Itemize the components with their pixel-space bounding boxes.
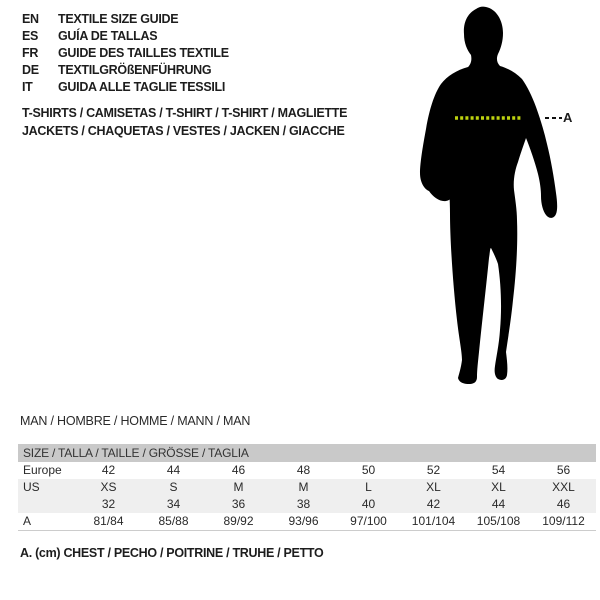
size-table-header: SIZE / TALLA / TAILLE / GRÖSSE / TAGLIA xyxy=(18,444,596,462)
table-cell: 48 xyxy=(296,463,311,477)
language-code: EN xyxy=(22,12,39,26)
language-list xyxy=(22,11,229,96)
table-cell: 52 xyxy=(426,463,441,477)
table-cell: 44 xyxy=(166,463,181,477)
table-row-chest-a xyxy=(18,513,596,530)
table-divider xyxy=(18,530,596,531)
table-cell: 46 xyxy=(556,497,571,511)
row-label: A xyxy=(23,514,32,528)
language-code: DE xyxy=(22,63,39,77)
language-row-de xyxy=(22,62,229,79)
table-cell: 85/88 xyxy=(158,514,189,528)
table-cell: XS xyxy=(100,480,117,494)
table-cell: 34 xyxy=(166,497,181,511)
table-row-us xyxy=(18,479,596,496)
table-cell: 40 xyxy=(361,497,376,511)
man-silhouette xyxy=(400,0,573,400)
language-title: GUIDE DES TAILLES TEXTILE xyxy=(58,46,229,60)
table-cell: 81/84 xyxy=(93,514,124,528)
language-code: ES xyxy=(22,29,39,43)
table-row-us-numeric xyxy=(18,496,596,513)
language-code: FR xyxy=(22,46,39,60)
measure-label-a: A xyxy=(563,110,573,125)
language-title: GUÍA DE TALLAS xyxy=(58,29,158,43)
row-label xyxy=(18,496,76,513)
man-silhouette-shape xyxy=(420,7,557,384)
language-code: IT xyxy=(22,80,33,94)
language-title: TEXTILE SIZE GUIDE xyxy=(58,12,179,26)
table-row-europe xyxy=(18,462,596,479)
category-jackets: JACKETS / CHAQUETAS / VESTES / JACKEN / GIACCHE xyxy=(22,124,345,138)
table-cell: XL xyxy=(426,480,441,494)
table-cell: M xyxy=(298,480,309,494)
table-cell: 50 xyxy=(361,463,376,477)
table-cell: 32 xyxy=(101,497,116,511)
section-title: MAN / HOMBRE / HOMME / MANN / MAN xyxy=(20,414,251,428)
table-cell: 44 xyxy=(491,497,506,511)
table-cell: 46 xyxy=(231,463,246,477)
table-cell: 97/100 xyxy=(350,514,387,528)
table-cell: 36 xyxy=(231,497,246,511)
table-cell: 109/112 xyxy=(542,514,585,528)
row-label: Europe xyxy=(23,463,62,477)
language-title: TEXTILGRÖßENFÜHRUNG xyxy=(58,63,212,77)
size-table xyxy=(18,444,596,531)
table-cell: 105/108 xyxy=(476,514,521,528)
table-cell: L xyxy=(365,480,372,494)
language-title: GUIDA ALLE TAGLIE TESSILI xyxy=(58,80,226,94)
language-row-it xyxy=(22,79,229,96)
table-cell: 101/104 xyxy=(411,514,456,528)
measurement-footnote: A. (cm) CHEST / PECHO / POITRINE / TRUHE / PETTO xyxy=(20,546,324,560)
table-cell: S xyxy=(169,480,178,494)
table-cell: 38 xyxy=(296,497,311,511)
table-cell: XL xyxy=(491,480,506,494)
category-block xyxy=(22,104,347,140)
table-cell: M xyxy=(233,480,244,494)
table-cell: 42 xyxy=(426,497,441,511)
table-cell: 42 xyxy=(101,463,116,477)
table-cell: 93/96 xyxy=(288,514,319,528)
language-row-fr xyxy=(22,45,229,62)
category-tshirts: T-SHIRTS / CAMISETAS / T-SHIRT / T-SHIRT / MAGLIETTE xyxy=(22,106,348,120)
table-cell: 56 xyxy=(556,463,571,477)
table-cell: 89/92 xyxy=(223,514,254,528)
table-cell: XXL xyxy=(552,480,575,494)
language-row-es xyxy=(22,28,229,45)
language-row-en xyxy=(22,11,229,28)
table-cell: 54 xyxy=(491,463,506,477)
row-label: US xyxy=(23,480,40,494)
